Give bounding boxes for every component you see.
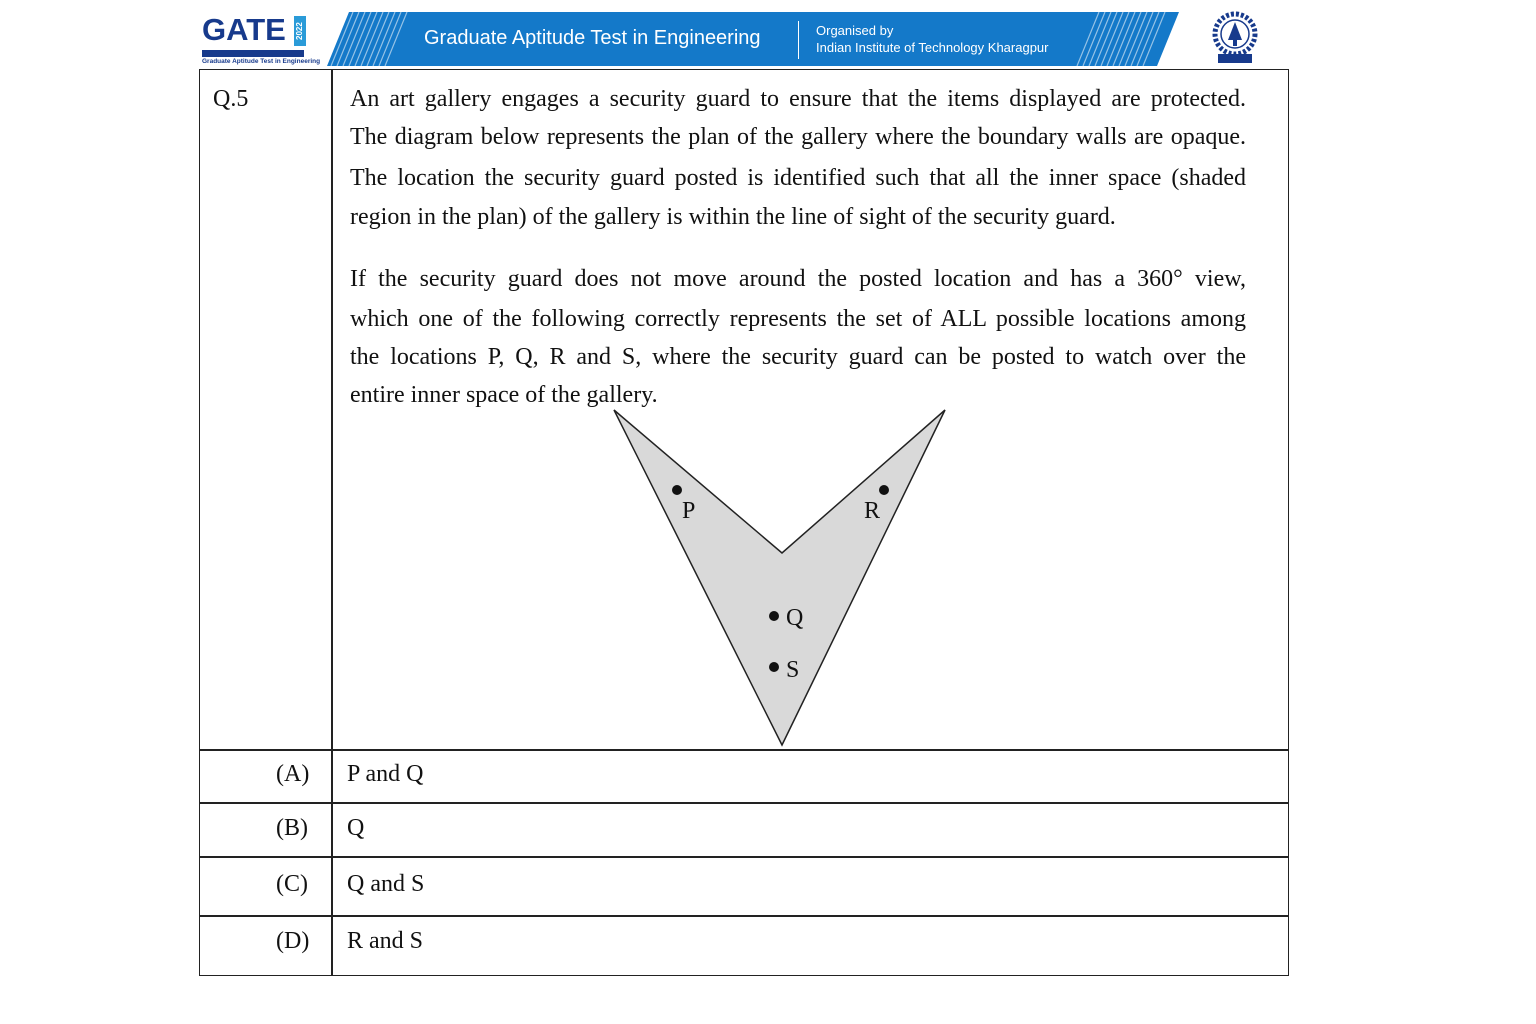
point-s-marker [769,662,779,672]
row-divider [200,802,1288,804]
banner-divider [798,21,799,59]
question-text-line: the locations P, Q, R and S, where the security guard can be posted to watch over the [350,344,1246,370]
question-text-line: entire inner space of the gallery. [350,382,658,408]
gallery-plan-diagram [610,406,955,751]
page-header [200,8,1290,70]
question-text-line: An art gallery engages a security guard to ensure that the items displayed are protected. [350,86,1246,112]
institute-name: Indian Institute of Technology Kharagpur [816,40,1049,55]
question-text-line: region in the plan) of the gallery is within the line of sight of the security guard. [350,204,1116,230]
point-p-marker [672,485,682,495]
gate-logo-year: 2022 [294,16,306,46]
column-divider [331,70,333,975]
option-a-label: (A) [276,761,310,787]
gallery-floor-plan [614,410,945,745]
header-banner [327,12,1179,66]
iit-kharagpur-emblem-icon [1208,10,1262,66]
question-number: Q.5 [213,86,249,112]
option-a-text: P and Q [347,761,424,787]
point-r-label: R [864,498,881,524]
gate-logo [200,12,321,68]
option-c-label: (C) [276,871,308,897]
gate-logo-text: GATE [202,12,286,47]
row-divider [200,915,1288,917]
gate-logo-tagline: Graduate Aptitude Test in Engineering [202,58,321,65]
row-divider [200,856,1288,858]
question-table [199,69,1289,976]
question-text-line: If the security guard does not move around the posted location and has a 360° view, [350,266,1246,292]
option-d-text: R and S [347,928,424,954]
option-c-text: Q and S [347,871,425,897]
banner-title: Graduate Aptitude Test in Engineering [424,27,761,49]
option-d-label: (D) [276,928,310,954]
gate-logo-band [202,50,304,57]
question-text-line: which one of the following correctly represents the set of ALL possible locations among [350,306,1246,332]
question-text-line: The diagram below represents the plan of the gallery where the boundary walls are opaque. [350,124,1246,150]
option-b-label: (B) [276,815,308,841]
question-text-line: The location the security guard posted is identified such that all the inner space (shaded [350,165,1246,191]
organised-by-label: Organised by [816,23,894,38]
point-q-marker [769,611,779,621]
point-p-label: P [682,498,696,524]
point-r-marker [879,485,889,495]
option-b-text: Q [347,815,365,841]
point-q-label: Q [786,605,804,631]
point-s-label: S [786,657,800,683]
